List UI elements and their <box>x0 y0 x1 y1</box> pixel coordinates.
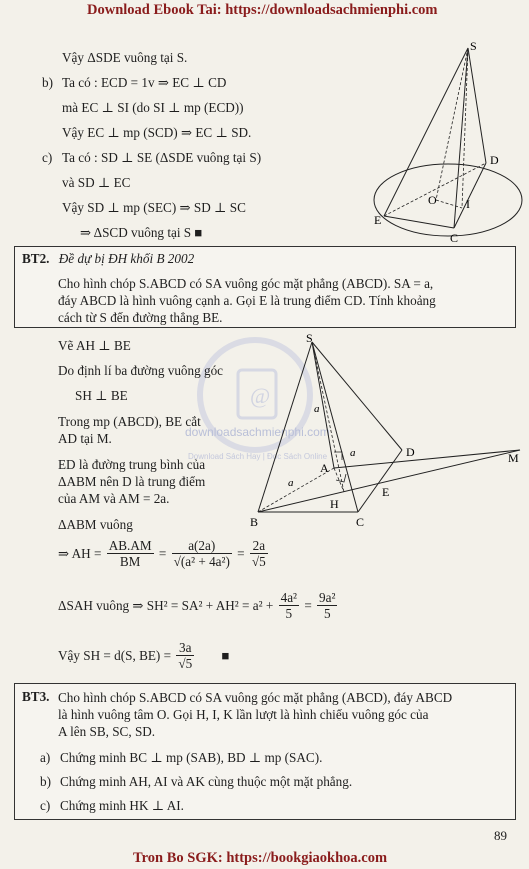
bt3-item-a-label: a) <box>40 750 51 765</box>
formula-final: Vậy SH = d(S, BE) = $\frac{3a}{√5}$ ■ <box>58 640 230 671</box>
figure2-label-d: D <box>406 445 415 459</box>
bt2-problem-line1: Cho hình chóp S.ABCD có SA vuông góc mặt phẳng (ABCD). SA = a, <box>58 276 434 291</box>
figure2-label-m: M <box>508 451 519 465</box>
figure2-label-a: A <box>320 461 329 475</box>
part-c-line3: Vậy SD ⊥ mp (SEC) ⇒ SD ⊥ SC <box>62 200 246 215</box>
bt2-problem-line3: cách từ S đến đường thẳng BE. <box>58 310 223 325</box>
bt3-problem-line2: là hình vuông tâm O. Gọi H, I, K lần lượt là hình chiếu vuông góc của <box>58 707 429 722</box>
part-b-line1: Ta có : ECD = 1v ⇒ EC ⊥ CD <box>62 75 227 90</box>
bt3-problem-line3: A lên SB, SC, SD. <box>58 724 156 739</box>
watermark-text: downloadsachmienphi.com <box>185 425 330 439</box>
bt3-item-c-text: Chứng minh HK ⊥ AI. <box>60 798 184 813</box>
sol2-line3: SH ⊥ BE <box>75 388 128 403</box>
formula-ah: ⇒ AH = $\frac{AB.AM}{BM}$ = $\frac{a(2a)}{\text{√(a² + 4a²)}}$ = $\frac{2a}{√5}$ <box>58 538 266 569</box>
figure2-label-s: S <box>306 331 313 345</box>
svg-text:@: @ <box>250 383 271 408</box>
part-c-line1: Ta có : SD ⊥ SE (ΔSDE vuông tại S) <box>62 150 262 165</box>
figure2-label-b: B <box>250 515 259 529</box>
watermark-subtext: Download Sách Hay | Đọc Sách Online <box>188 452 328 461</box>
figure-pyramid <box>250 330 525 530</box>
sde-conclusion: Vậy ΔSDE vuông tại S. <box>62 50 188 65</box>
part-c-line2: và SD ⊥ EC <box>62 175 131 190</box>
figure2-label-a2: a <box>350 447 356 459</box>
sol2-line8: của AM và AM = 2a. <box>58 491 170 506</box>
sol2-line2: Do định lí ba đường vuông góc <box>58 363 224 378</box>
header-download-link[interactable]: Download Ebook Tai: https://downloadsachmienphi.com <box>87 2 438 18</box>
bt3-problem-line1: Cho hình chóp S.ABCD có SA vuông góc mặt phẳng (ABCD), đáy ABCD <box>58 690 453 705</box>
figure2-label-a3: a <box>288 477 294 489</box>
sol2-line4: Trong mp (ABCD), BE cắt <box>58 414 201 429</box>
part-b-line2: mà EC ⊥ SI (do SI ⊥ mp (ECD)) <box>62 100 244 115</box>
bt3-item-b-label: b) <box>40 774 51 789</box>
figure-cone <box>370 38 525 248</box>
formula-sh: ΔSAH vuông ⇒ SH² = SA² + AH² = a² + $\frac{\text{4a²}}{5}$ = $\frac{\text{9a²}}{5}$ <box>58 590 336 621</box>
sol2-line1: Vẽ AH ⊥ BE <box>58 338 131 353</box>
figure1-label-d: D <box>490 153 499 167</box>
bt2-title: BT2. <box>22 251 50 266</box>
figure2-label-e: E <box>382 485 390 499</box>
part-c-label: c) <box>42 150 53 165</box>
part-c-line4: ⇒ ΔSCD vuông tại S ■ <box>80 225 203 240</box>
sol2-line9: ΔABM vuông <box>58 517 133 532</box>
figure1-label-o: O <box>428 193 437 207</box>
figure2-label-h: H <box>330 497 339 511</box>
figure1-label-e: E <box>374 213 382 227</box>
page-number: 89 <box>494 828 507 843</box>
figure2-label-a1: a <box>314 403 320 415</box>
bt3-item-a-text: Chứng minh BC ⊥ mp (SAB), BD ⊥ mp (SAC). <box>60 750 323 765</box>
sol2-line7: ΔABM nên D là trung điểm <box>58 474 206 489</box>
figure1-label-i: I <box>466 197 470 211</box>
footer-link[interactable]: Tron Bo SGK: https://bookgiaokhoa.com <box>133 850 388 866</box>
bt2-problem-line2: đáy ABCD là hình vuông cạnh a. Gọi E là trung điểm CD. Tính khoảng <box>58 293 436 308</box>
figure2-label-c: C <box>356 515 365 529</box>
sol2-line5: AD tại M. <box>58 431 112 446</box>
bt3-title: BT3. <box>22 689 50 704</box>
bt3-item-b-text: Chứng minh AH, AI và AK cùng thuộc một mặt phẳng. <box>60 774 353 789</box>
part-b-label: b) <box>42 75 53 90</box>
figure1-label-c: C <box>450 231 459 245</box>
part-b-line3: Vậy EC ⊥ mp (SCD) ⇒ EC ⊥ SD. <box>62 125 252 140</box>
bt3-item-c-label: c) <box>40 798 51 813</box>
sol2-line6: ED là đường trung bình của <box>58 457 206 472</box>
bt2-subtitle: Đề dự bị ĐH khối B 2002 <box>58 251 195 266</box>
figure1-label-s: S <box>470 39 477 53</box>
